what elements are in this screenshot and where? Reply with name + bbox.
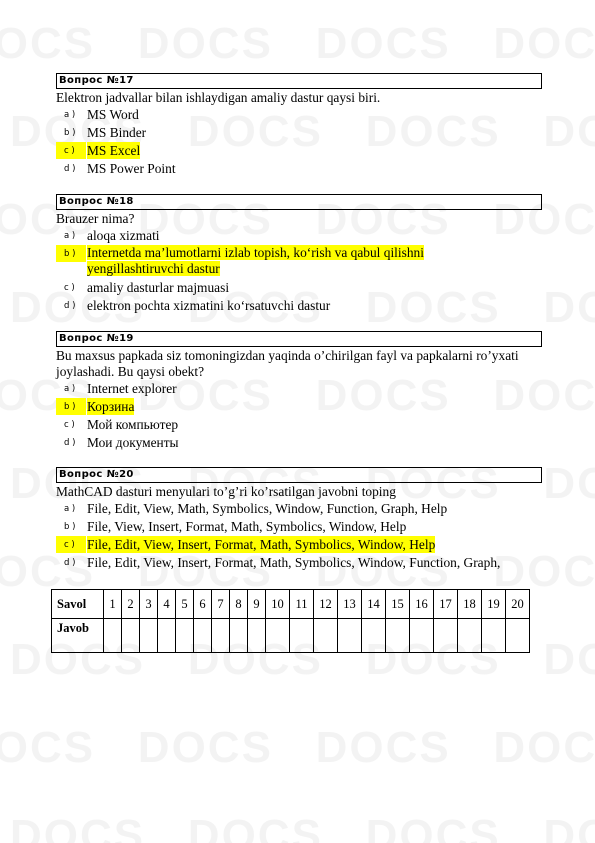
option-letter: b ) xyxy=(64,402,76,412)
option-text: amaliy dasturlar majmuasi xyxy=(87,280,230,295)
question-number-cell: 7 xyxy=(212,590,230,619)
question-number-cell: 2 xyxy=(122,590,140,619)
question-number-cell: 8 xyxy=(230,590,248,619)
option-b-correct[interactable] xyxy=(56,398,542,416)
question-number-cell: 3 xyxy=(140,590,158,619)
question-number-cell: 11 xyxy=(290,590,314,619)
question-block xyxy=(56,73,542,178)
savol-label: Savol xyxy=(52,590,104,619)
question-header: Вопрос №17 xyxy=(56,73,542,89)
option-b-correct[interactable] xyxy=(56,245,542,279)
option-text: File, Edit, View, Insert, Format, Math, Symbolics, Window, Function, Graph, xyxy=(87,555,501,570)
question-number-cell: 6 xyxy=(194,590,212,619)
question-number-cell: 15 xyxy=(386,590,410,619)
option-text: MS Binder xyxy=(87,125,147,140)
option-a[interactable] xyxy=(56,106,542,124)
question-block xyxy=(56,331,542,452)
answer-cell[interactable] xyxy=(266,619,290,653)
option-letter: b ) xyxy=(64,522,76,532)
option-letter: a ) xyxy=(64,231,76,241)
question-block xyxy=(56,467,542,572)
option-d[interactable] xyxy=(56,160,542,178)
question-number-cell: 14 xyxy=(362,590,386,619)
option-letter: a ) xyxy=(64,384,76,394)
answer-cell[interactable] xyxy=(362,619,386,653)
answer-cell[interactable] xyxy=(176,619,194,653)
option-text: MS Word xyxy=(87,107,139,122)
option-letter: b ) xyxy=(64,128,76,138)
option-letter: c ) xyxy=(64,283,75,293)
answer-cell[interactable] xyxy=(506,619,530,653)
option-text: Мои документы xyxy=(87,435,179,450)
option-text: File, View, Insert, Format, Math, Symbolics, Window, Help xyxy=(87,519,407,534)
answer-cell[interactable] xyxy=(104,619,122,653)
question-number-cell: 12 xyxy=(314,590,338,619)
option-text xyxy=(87,245,447,277)
question-number-cell: 1 xyxy=(104,590,122,619)
question-number-cell: 17 xyxy=(434,590,458,619)
option-text: File, Edit, View, Insert, Format, Math, Symbolics, Window, Help xyxy=(87,537,436,552)
option-text: aloqa xizmati xyxy=(87,228,160,243)
answer-cell[interactable] xyxy=(338,619,362,653)
question-number-cell: 9 xyxy=(248,590,266,619)
option-text: elektron pochta xizmatini ko‘rsatuvchi dastur xyxy=(87,298,331,313)
option-a[interactable] xyxy=(56,227,542,245)
answer-cell[interactable] xyxy=(122,619,140,653)
option-letter: a ) xyxy=(64,504,76,514)
question-number-cell: 19 xyxy=(482,590,506,619)
answer-table-answer-row xyxy=(52,619,530,653)
question-number-cell: 16 xyxy=(410,590,434,619)
option-d[interactable] xyxy=(56,297,542,315)
answer-table-header-row xyxy=(52,590,530,619)
answer-cell[interactable] xyxy=(194,619,212,653)
answer-cell[interactable] xyxy=(458,619,482,653)
option-text: File, Edit, View, Math, Symbolics, Window, Function, Graph, Help xyxy=(87,501,448,516)
option-text-highlight: Internetda ma’lumotlarni izlab topish, ko‘rish va qabul qilishni yengillashtiruvchi dastur xyxy=(87,245,424,276)
option-c[interactable] xyxy=(56,416,542,434)
option-b[interactable] xyxy=(56,124,542,142)
answer-cell[interactable] xyxy=(410,619,434,653)
answer-cell[interactable] xyxy=(212,619,230,653)
question-header: Вопрос №20 xyxy=(56,467,542,483)
option-text: Internet explorer xyxy=(87,381,177,396)
option-text: MS Power Point xyxy=(87,161,176,176)
question-text: Elektron jadvallar bilan ishlaydigan amaliy dastur qaysi biri. xyxy=(56,90,381,105)
option-d[interactable] xyxy=(56,554,542,572)
question-number-cell: 13 xyxy=(338,590,362,619)
option-c-correct[interactable] xyxy=(56,536,542,554)
option-d[interactable] xyxy=(56,434,542,452)
question-number-cell: 4 xyxy=(158,590,176,619)
option-letter: a ) xyxy=(64,110,76,120)
option-text: Корзина xyxy=(87,399,135,414)
question-text: MathCAD dasturi menyulari to’g’ri ko’rsatilgan javobni toping xyxy=(56,484,396,499)
option-letter: c ) xyxy=(64,420,75,430)
question-number-cell: 10 xyxy=(266,590,290,619)
question-number-cell: 20 xyxy=(506,590,530,619)
question-text: Brauzer nima? xyxy=(56,211,135,226)
option-letter: c ) xyxy=(64,146,75,156)
answer-cell[interactable] xyxy=(386,619,410,653)
option-letter: d ) xyxy=(64,301,76,311)
answer-cell[interactable] xyxy=(434,619,458,653)
option-letter: c ) xyxy=(64,540,75,550)
question-number-cell: 18 xyxy=(458,590,482,619)
answer-cell[interactable] xyxy=(140,619,158,653)
answer-cell[interactable] xyxy=(482,619,506,653)
question-header: Вопрос №18 xyxy=(56,194,542,210)
option-letter: d ) xyxy=(64,558,76,568)
question-number-cell: 5 xyxy=(176,590,194,619)
answer-cell[interactable] xyxy=(314,619,338,653)
answer-cell[interactable] xyxy=(248,619,266,653)
question-block xyxy=(56,194,542,315)
option-text: Мой компьютер xyxy=(87,417,179,432)
question-header: Вопрос №19 xyxy=(56,331,542,347)
option-text: MS Excel xyxy=(87,143,141,158)
answer-cell[interactable] xyxy=(230,619,248,653)
javob-label: Javob xyxy=(52,619,104,653)
option-c-correct[interactable] xyxy=(56,142,542,160)
answer-cell[interactable] xyxy=(290,619,314,653)
option-b[interactable] xyxy=(56,518,542,536)
question-text: Bu maxsus papkada siz tomoningizdan yaqinda o’chirilgan fayl va papkalarni ro’yxati joylashadi. Bu qaysi obekt? xyxy=(56,348,519,379)
option-letter: d ) xyxy=(64,164,76,174)
option-a[interactable] xyxy=(56,500,542,518)
option-letter: b ) xyxy=(64,249,76,259)
option-c[interactable] xyxy=(56,279,542,297)
option-a[interactable] xyxy=(56,380,542,398)
option-letter: d ) xyxy=(64,438,76,448)
answer-table xyxy=(51,589,530,653)
answer-cell[interactable] xyxy=(158,619,176,653)
